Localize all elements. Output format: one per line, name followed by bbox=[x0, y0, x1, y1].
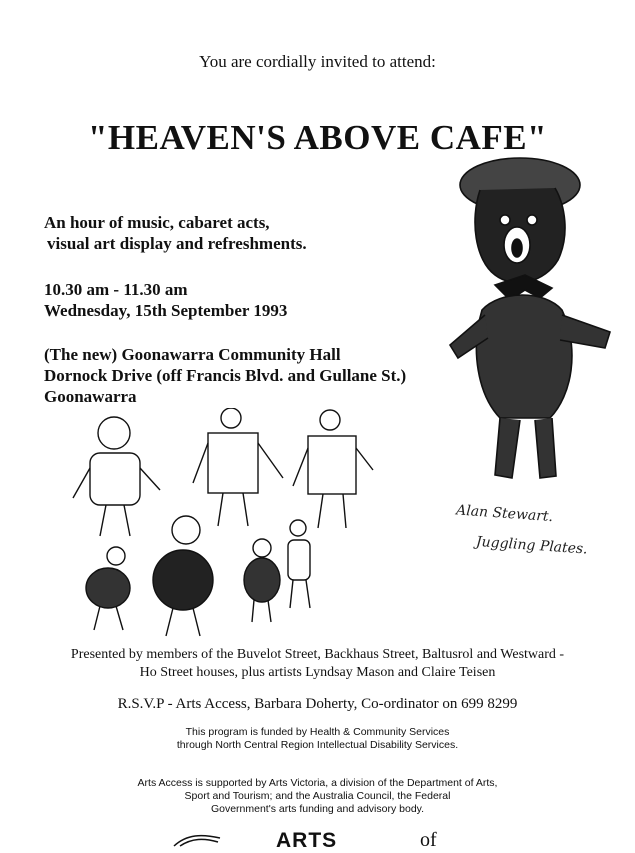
event-date: Wednesday, 15th September 1993 bbox=[44, 301, 288, 320]
venue-line-3: Goonawarra bbox=[44, 387, 137, 406]
logo-swoosh-icon bbox=[172, 832, 222, 847]
funding-line-2: through North Central Region Intellectual Disability Services. bbox=[176, 739, 459, 751]
arts-logo-text: ARTS bbox=[276, 829, 338, 852]
juggler-drawing bbox=[440, 150, 625, 485]
logo-of-text: of bbox=[420, 829, 437, 851]
presented-by bbox=[0, 646, 635, 682]
description-line-1: An hour of music, cabaret acts, bbox=[44, 213, 270, 232]
event-schedule bbox=[44, 279, 424, 321]
presented-line-2: Ho Street houses, plus artists Lyndsay Mason and Claire Teisen bbox=[139, 665, 496, 680]
event-description bbox=[44, 212, 424, 254]
venue-line-1: (The new) Goonawarra Community Hall bbox=[44, 345, 341, 364]
support-line-1: Arts Access is supported by Arts Victoria, a division of the Department of Arts, bbox=[137, 777, 498, 789]
support-line-2: Sport and Tourism; and the Australia Council, the Federal bbox=[184, 790, 451, 802]
funding-line-1: This program is funded by Health & Community Services bbox=[185, 726, 450, 738]
support-note bbox=[0, 777, 635, 816]
presented-line-1: Presented by members of the Buvelot Street, Backhaus Street, Baltusrol and Westward - bbox=[70, 647, 565, 662]
figures-drawing bbox=[68, 408, 388, 643]
funding-note bbox=[0, 726, 635, 752]
rsvp-line: R.S.V.P - Arts Access, Barbara Doherty, Co-ordinator on 699 8299 bbox=[117, 696, 518, 712]
venue-line-2: Dornock Drive (off Francis Blvd. and Gullane St.) bbox=[44, 366, 407, 385]
event-title: "HEAVEN'S ABOVE CAFE" bbox=[87, 118, 548, 157]
signature-line-2: Juggling Plates. bbox=[475, 533, 589, 558]
description-line-2: visual art display and refreshments. bbox=[47, 234, 307, 253]
event-time: 10.30 am - 11.30 am bbox=[44, 280, 188, 299]
artist-signature bbox=[453, 495, 591, 564]
event-venue bbox=[44, 344, 484, 407]
signature-line-1: Alan Stewart. bbox=[455, 502, 554, 526]
support-line-3: Government's arts funding and advisory body. bbox=[210, 803, 425, 815]
invitation-line: You are cordially invited to attend: bbox=[199, 52, 436, 71]
